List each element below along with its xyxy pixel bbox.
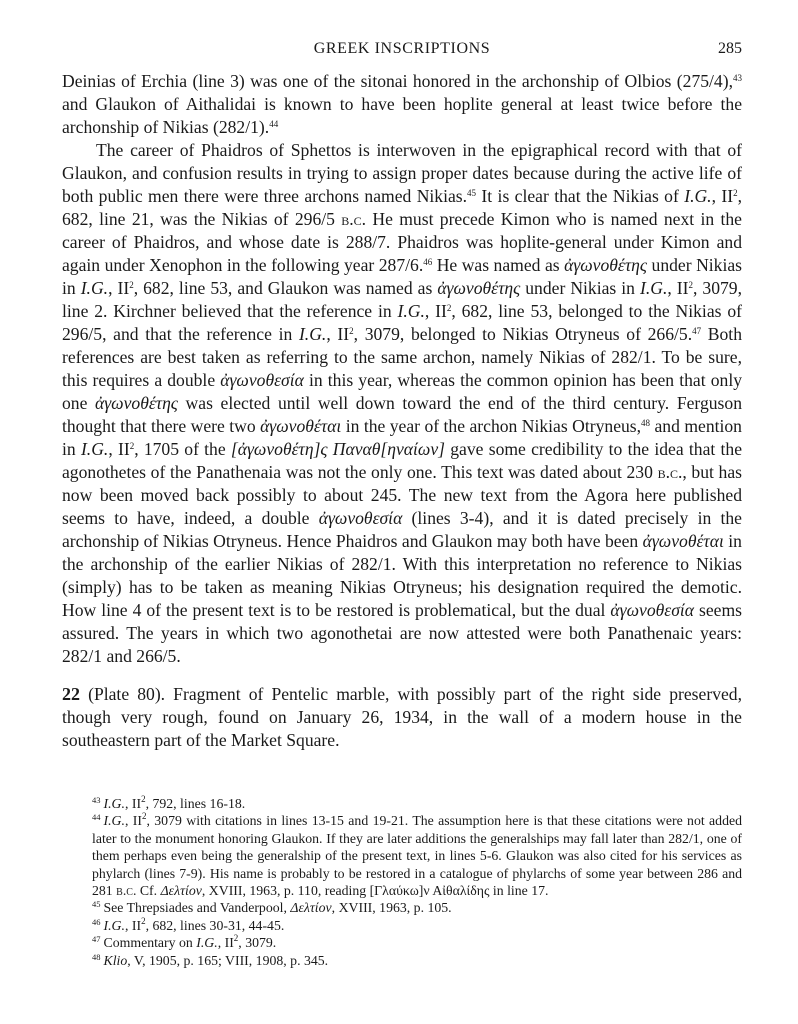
footnote-ref: 45 bbox=[467, 188, 477, 198]
footnote-45: $^{45}$ See Threpsiades and Vanderpool, Δελτίον, XVIII, 1963, p. 105. bbox=[92, 899, 452, 916]
footnote-ref: 44 bbox=[269, 119, 279, 129]
footnote-ref: 46 bbox=[423, 257, 433, 267]
running-head: GREEK INSCRIPTIONS bbox=[313, 40, 491, 57]
paragraph-deinias: Deinias of Erchia (line 3) was one of the sitonai honored in the archonship of Olbios (275/4),$^{43}$ and Glaukon of Aithalidai is known to have been hoplite general at least twice before the archonship of Nikias (282/1).$^{44}$ bbox=[62, 71, 742, 137]
footnote-47: $^{47}$ Commentary on I.G., $II^2$, 3079. bbox=[92, 933, 277, 951]
footnote-43: $^{43}$ I.G., $II^2$, 792, lines 16-18. bbox=[92, 794, 246, 811]
page-number: 285 bbox=[718, 40, 742, 57]
page-header bbox=[62, 40, 742, 64]
footnote-ref: 47 bbox=[692, 326, 702, 336]
footnote-ref: 43 bbox=[733, 73, 742, 83]
footnote-48: $^{48}$ Klio, V, 1905, p. 165; VIII, 1908, p. 345. bbox=[92, 951, 329, 968]
paragraph-phaidros: The career of Phaidros of Sphettos is interwoven in the epigraphical record with that of Glaukon, and confusion results in trying to assign proper dates because during the active life of both public men there were three archons named Nikias.$^{45}$ It is clear that the Nikias of I.G., $II^2$, 682, line 21, was the Nikias of 296/5 b.c. He must precede Kimon who is named next in the career of Phaidros, and whose date is 288/7. Phaidros was hoplite-general under Kimon and again under Xenophon in the following year 287/6.46 He was named as ἀγωνοθέτης under Nikias in I.G., $II^2$, 682, line 53, and Glaukon was named as ἀγωνοθέτης under Nikias in I.G., $II^2$, 3079, line 2. Kirchner believed that the reference in I.G., $II^2$, 682, line 53, belonged to the Nikias of 296/5, and that the reference in I.G., $II^2$, 3079, belonged to Nikias Otryneus of 266/5.47 Both references are best taken as referring to the same archon, namely Nikias of 282/1. To be sure, this requires a double ἀγωνοθεσία in this year, whereas the common opinion has been that only one ἀγωνοθέτης was elected until well down toward the end of the third century. Ferguson thought that there were two ἀγωνοθέται in the year of the archon Nikias Otryneus,$^{48}$ and mention in I.G., $II^2$, 1705 of the [ἀγωνοθέτη]ς Παναθ[ηναίων] gave some credibility to the idea that the agonothetes of the Panathenaia was not the only one. This text was dated about 230 b.c., but has now been moved back possibly to about 245. The new text from the Agora here published seems to have, indeed, a double ἀγωνοθεσία (lines 3-4), and it is dated precisely in the archonship of Nikias Otryneus. Hence Phaidros and Glaukon may both have been ἀγωνοθέται in the archonship of the earlier Nikias of 282/1. With this interpretation no reference to Nikias (simply) has to be taken as meaning Nikias Otryneus; his designation required the demotic. How line 4 of the present text is to be restored is problematical, but the dual ἀγωνοθεσία seems assured. The years in which two agonothetai are now attested were both Panathenaic years: 282/1 and 266/5. bbox=[62, 140, 743, 666]
footnote-46: $^{46}$ I.G., $II^2$, 682, lines 30-31, 44-45. bbox=[92, 915, 285, 933]
footnote-44: $^{44}$ I.G., $II^2$, 3079 with citations in lines 13-15 and 19-21. The assumption here is that these citations were not added later to the monument honoring Glaukon. If they are later additions the generalships may fall later than 282/1, one of them perhaps even being the generalship of the present text, in lines 5-6. Glaukon was also cited for his services as phylarch (lines 7-9). His name is probably to be restored in a catalogue of phylarchs of some year between 286 and 281 b.c. Cf. Δελτίον, XVIII, 1963, p. 110, reading [Γλαύκω]ν Αἰθαλίδης in line 17. bbox=[92, 811, 742, 899]
footnotes bbox=[92, 795, 742, 969]
entry-22: 22 (Plate 80). Fragment of Pentelic marble, with possibly part of the right side preserved, though very rough, found on January 26, 1934, in the wall of a modern house in the southeastern part of the Market Square. bbox=[62, 684, 742, 750]
entry-number: 22 bbox=[62, 684, 80, 704]
footnote-ref: 48 bbox=[641, 418, 651, 428]
main-text bbox=[62, 70, 742, 752]
